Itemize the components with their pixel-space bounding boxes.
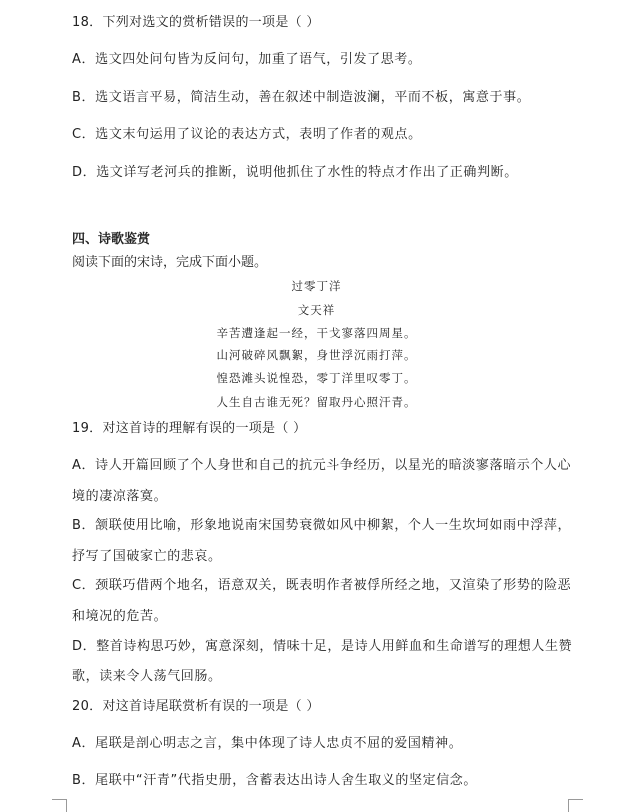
- q19-option-c-cont: 和境况的危苦。: [72, 609, 168, 624]
- q19-option-d: D．整首诗构思巧妙，寓意深刻，情味十足，是诗人用鲜血和生命谱写的理想人生赞: [72, 639, 573, 654]
- q18-option-d: D．选文详写老河兵的推断，说明他抓住了水性的特点才作出了正确判断。: [72, 165, 518, 180]
- section-instruction: 阅读下面的宋诗，完成下面小题。: [72, 255, 268, 270]
- poem-line: 人生自古谁无死？留取丹心照汗青。: [216, 395, 417, 409]
- poem-title: 过零丁洋: [291, 279, 342, 293]
- q19-option-d-cont: 歌，读来令人荡气回肠。: [72, 669, 222, 684]
- q18-option-c: C．选文末句运用了议论的表达方式，表明了作者的观点。: [72, 127, 422, 142]
- poem-line: 山河破碎风飘絮，身世浮沉雨打萍。: [216, 348, 417, 362]
- q19-option-a-cont: 境的凄凉落寞。: [72, 489, 168, 504]
- poem-line: 惶恐滩头说惶恐，零丁洋里叹零丁。: [216, 371, 417, 385]
- q19-option-b-cont: 抒写了国破家亡的悲哀。: [72, 549, 222, 564]
- q20-option-b: B．尾联中“汗青”代指史册，含蓄表达出诗人舍生取义的坚定信念。: [72, 773, 477, 788]
- q19-stem: 19．对这首诗的理解有误的一项是（ ）: [72, 421, 307, 436]
- q19-option-c: C．颈联巧借两个地名，语意双关，既表明作者被俘所经之地，又渲染了形势的险恶: [72, 578, 572, 593]
- page-corner-mark: [52, 799, 67, 812]
- q18-option-b: B．选文语言平易，简洁生动，善在叙述中制造波澜，平而不板，寓意于事。: [72, 90, 531, 105]
- q19-option-a: A．诗人开篇回顾了个人身世和自己的抗元斗争经历，以星光的暗淡寥落暗示个人心: [72, 458, 572, 473]
- section-heading: 四、诗歌鉴赏: [72, 232, 151, 247]
- page-corner-mark: [568, 799, 583, 812]
- q18-option-a: A．选文四处问句皆为反问句，加重了语气，引发了思考。: [72, 52, 422, 67]
- poem-author: 文天祥: [297, 303, 336, 317]
- q20-stem: 20．对这首诗尾联赏析有误的一项是（ ）: [72, 699, 320, 714]
- q18-stem: 18．下列对选文的赏析错误的一项是（ ）: [72, 15, 320, 30]
- poem-line: 辛苦遭逢起一经，干戈寥落四周星。: [216, 326, 417, 340]
- q19-option-b: B．颔联使用比喻，形象地说南宋国势衰微如风中柳絮，个人一生坎坷如雨中浮萍，: [72, 518, 572, 533]
- q20-option-a: A．尾联是剖心明志之言，集中体现了诗人忠贞不屈的爱国精神。: [72, 736, 463, 751]
